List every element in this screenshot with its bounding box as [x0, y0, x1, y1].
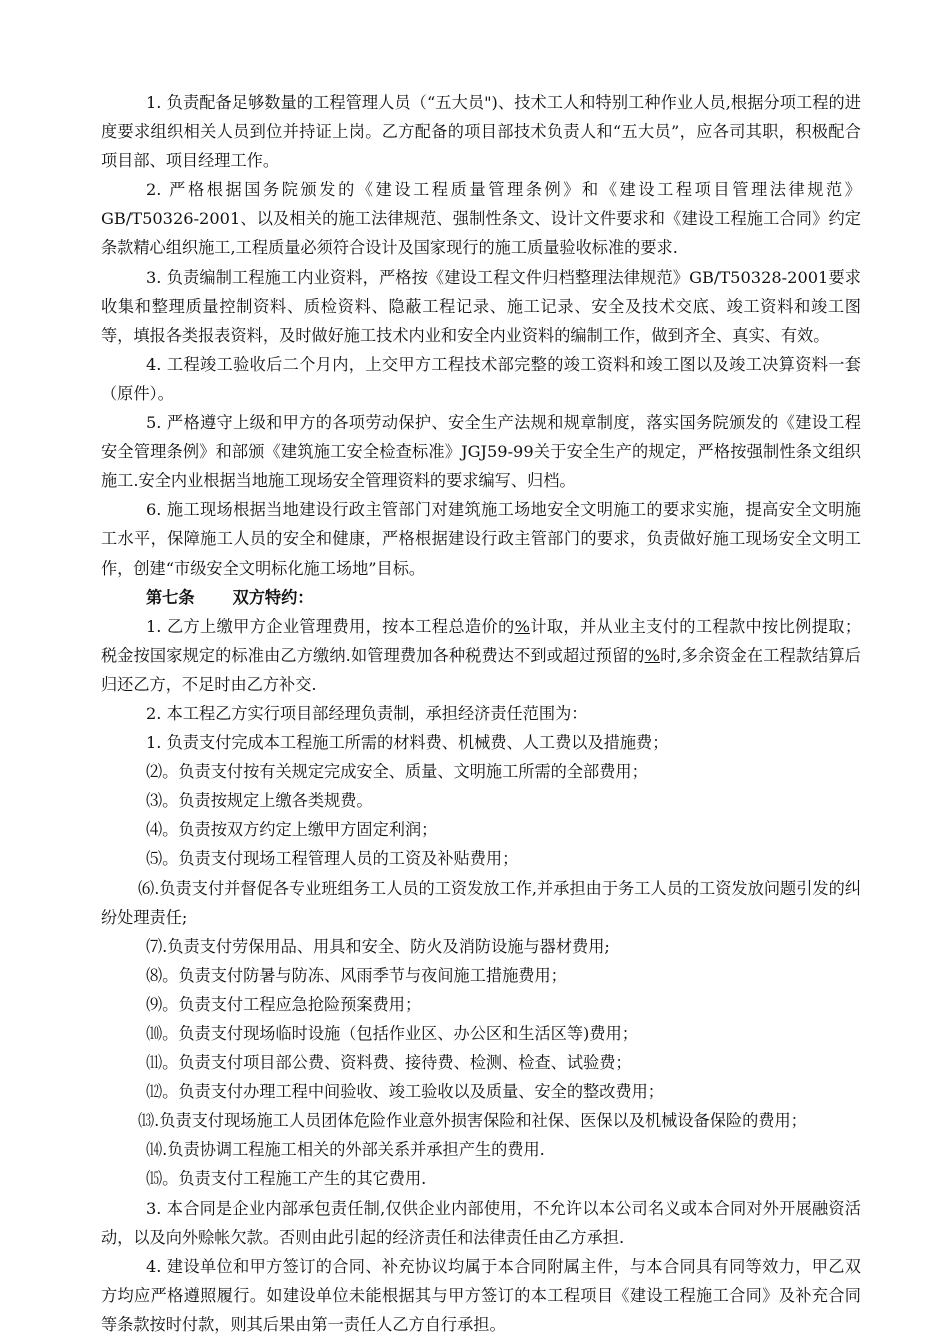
responsibility-item: ⒂。负责支付工程施工产生的其它费用. — [146, 1169, 427, 1189]
responsibility-item: ⑽。负责支付现场临时设施（包括作业区、办公区和生活区等)费用； — [146, 1024, 638, 1043]
special-clause-1-text-b: 计取，并从业主支付的工程款中按比例提取；税金按国家规定的标准由乙方缴纳.如管理费加各种税费达不到或超过预留的 — [101, 616, 862, 665]
responsibility-item: ⑺.负责支付劳保用品、用具和安全、防火及消防设施与器材费用; — [146, 936, 610, 956]
responsibility-item: ⒀.负责支付现场施工人员团体危险作业意外损害保险和社保、医保以及机械设备保险的费用； — [138, 1111, 807, 1131]
responsibility-item: ⑸。负责支付现场工程管理人员的工资及补贴费用； — [146, 849, 519, 869]
clause-paragraph-2: 2. 严格根据国务院颁发的《建设工程质量管理条例》和《建设工程项目管理法律规范》GB/T50326-2001、以及相关的施工法律规范、强制性条文、设计文件要求和《建设工程施工合同》约定条款精心组织施工,工程质量必须符合设计及国家现行的施工质量验收标准的要求. — [101, 180, 861, 258]
contract-body — [101, 88, 861, 1339]
responsibility-item: ⑿。负责支付办理工程中间验收、竣工验收以及质量、安全的整改费用； — [146, 1082, 664, 1102]
section-title: 双方特约： — [232, 587, 314, 607]
section-number: 第七条 — [146, 587, 195, 607]
clause-paragraph-4: 4. 工程竣工验收后二个月内，上交甲方工程技术部完整的竣工资料和竣工图以及竣工决算资料一套（原件）。 — [101, 354, 861, 403]
responsibility-item: ⑻。负责支付防暑与防冻、风雨季节与夜间施工措施费用； — [146, 965, 567, 985]
special-clause-1-text-c: 时,多余资金在工程款结算后归还乙方，不足时由乙方补交. — [101, 645, 861, 694]
special-clause-1-text-a: 1. 乙方上缴甲方企业管理费用，按本工程总造价的 — [146, 616, 515, 636]
clause-paragraph-5: 5. 严格遵守上级和甲方的各项劳动保护、安全生产法规和规章制度，落实国务院颁发的《建设工程安全管理条例》和部颁《建筑施工安全检查标准》JGJ59-99关于安全生产的规定，严格按强制性条文组织施工.安全内业根据当地施工现场安全管理资料的要求编写、归档。 — [101, 413, 861, 491]
responsibility-item: ⑹.负责支付并督促各专业班组务工人员的工资发放工作,并承担由于务工人员的工资发放问题引发的纠纷处理责任; — [101, 878, 861, 927]
special-clause-3: 3. 本合同是企业内部承包责任制,仅供企业内部使用，不允许以本公司名义或本合同对外开展融资活动，以及向外赊帐欠款。否则由此引起的经济责任和法律责任由乙方承担. — [101, 1198, 861, 1247]
clause-paragraph-1: 1. 负责配备足够数量的工程管理人员（“五大员")、技术工人和特别工种作业人员,根据分项工程的进度要求组织相关人员到位并持证上岗。乙方配备的项目部技术负责人和“五大员”，应各司其职，积极配合项目部、项目经理工作。 — [101, 93, 861, 171]
responsibility-item: ⒁.负责协调工程施工相关的外部关系并承担产生的费用. — [146, 1140, 545, 1160]
responsibility-item: ⑾。负责支付项目部公费、资料费、接待费、检测、检查、试验费； — [146, 1053, 632, 1073]
clause-paragraph-6: 6. 施工现场根据当地建设行政主管部门对建筑施工场地安全文明施工的要求实施，提高安全文明施工水平，保障施工人员的安全和健康，严格根据建设行政主管部门的要求，负责做好施工现场安全文明工作，创建“市级安全文明标化施工场地”目标。 — [101, 500, 861, 578]
responsibility-item: ⑷。负责按双方约定上缴甲方固定利润； — [146, 820, 438, 840]
special-clause-4: 4. 建设单位和甲方签订的合同、补充协议均属于本合同附属主件，与本合同具有同等效力，甲乙双方均应严格遵照履行。如建设单位未能根据其与甲方签订的本工程项目《建设工程施工合同》及补充合同等条款按时付款，则其后果由第一责任人乙方自行承担。 — [101, 1256, 861, 1334]
section-heading — [101, 583, 861, 612]
reserve-percent-blank: % — [644, 645, 660, 665]
special-clause-2: 2. 本工程乙方实行项目部经理负责制，承担经济责任范围为： — [146, 703, 588, 723]
responsibility-item: 1. 负责支付完成本工程施工所需的材料费、机械费、人工费以及措施费； — [146, 733, 669, 753]
fee-percent-blank: % — [514, 616, 530, 636]
responsibility-item: ⑶。负责按规定上缴各类规费。 — [146, 791, 373, 811]
responsibility-item: ⑵。负责支付按有关规定完成安全、质量、文明施工所需的全部费用； — [146, 762, 648, 782]
responsibility-item: ⑼。负责支付工程应急抢险预案费用； — [146, 994, 422, 1014]
special-clause-1 — [101, 612, 861, 699]
clause-paragraph-3: 3. 负责编制工程施工内业资料，严格按《建设工程文件归档整理法律规范》GB/T50328-2001要求收集和整理质量控制资料、质检资料、隐蔽工程记录、施工记录、安全及技术交底、竣工资料和竣工图等，填报各类报表资料，及时做好施工技术内业和安全内业资料的编制工作，做到齐全、真实、有效。 — [101, 267, 861, 345]
